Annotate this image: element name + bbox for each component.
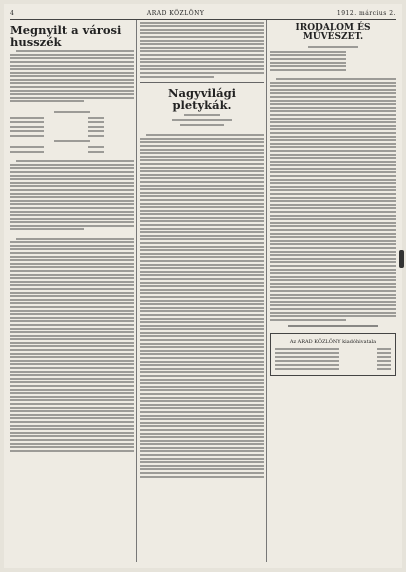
column-divider (136, 20, 137, 562)
article-title-right: IRODALOM ÉS MŰVÉSZET. (295, 23, 371, 43)
column-right (270, 20, 396, 562)
ad-heading: Az ARAD KÖZLÖNY kiadóhivatala (289, 338, 377, 345)
column-divider (266, 20, 267, 562)
article-title-left: Megnyilt a városi husszék (10, 23, 122, 50)
column-middle (140, 20, 264, 562)
issue-date: 1912. március 2. (336, 9, 396, 17)
article-title-middle: Nagyvilági pletykák. (168, 85, 236, 112)
newspaper-page (4, 4, 402, 568)
advertisement-box (270, 333, 396, 376)
paper-title: ARAD KÖZLÖNY (146, 9, 205, 17)
column-left (10, 20, 134, 562)
masthead (10, 8, 396, 18)
scan-edge-mark (399, 250, 404, 268)
page-number: 4 (10, 9, 15, 17)
